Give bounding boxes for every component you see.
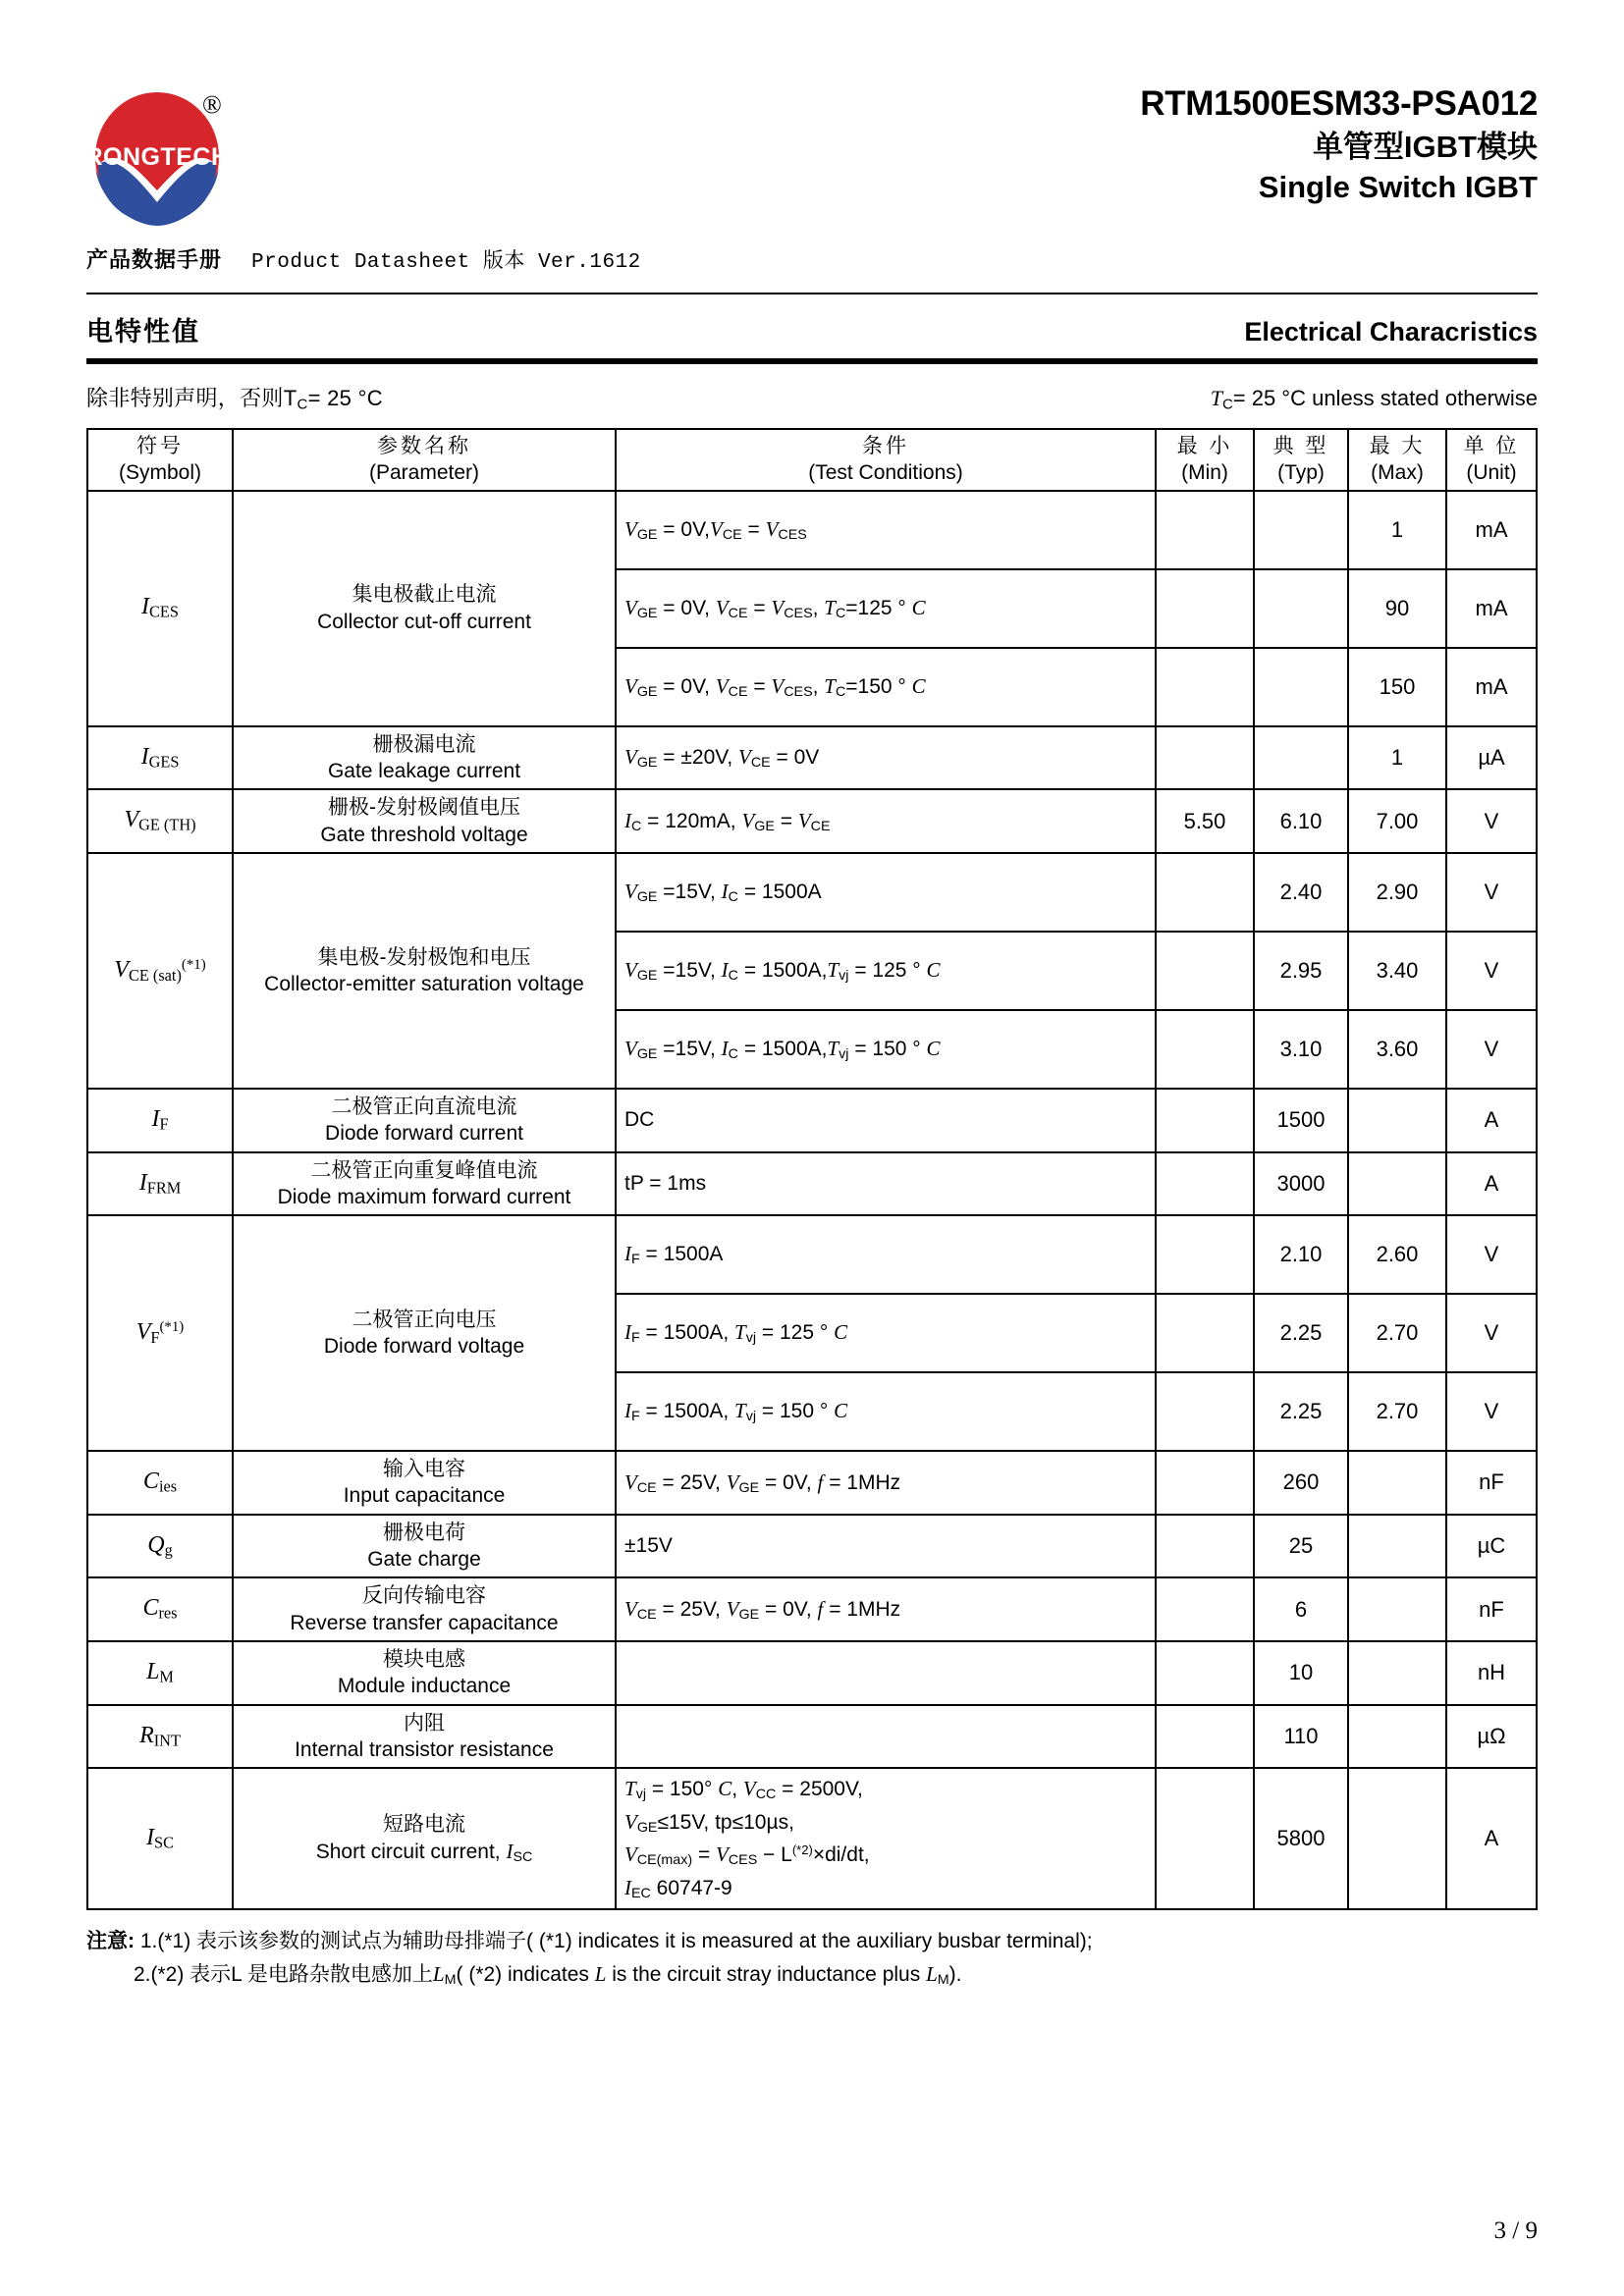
- cell-max: 3.60: [1348, 1010, 1446, 1089]
- cell-unit: A: [1446, 1768, 1537, 1909]
- cell-test-condition: $V_{GE} =15V$, $I_C = 1500A$: [616, 853, 1156, 932]
- cell-symbol: $R_{INT}$: [87, 1705, 233, 1769]
- cell-test-condition: [616, 1705, 1156, 1769]
- cell-min: [1156, 1089, 1254, 1152]
- cell-test-condition: $V_{GE} = 0V$, $V_{CE} = V_{CES}$, $T_C=150$ ° C: [616, 648, 1156, 726]
- model-number: RTM1500ESM33-PSA012: [1140, 84, 1538, 123]
- parameter-cn: 模块电感: [383, 1647, 465, 1671]
- section-title-cn: 电特性值: [86, 317, 200, 347]
- header-cell-symbol: [87, 429, 233, 491]
- cell-test-condition: $V_{GE} =15V$, $I_C = 1500A,T_{vj} = 150$ ° C: [616, 1010, 1156, 1089]
- cell-max: [1348, 1451, 1446, 1515]
- cell-symbol: $I_{FRM}$: [87, 1152, 233, 1216]
- parameter-cn: 输入电容: [383, 1458, 465, 1481]
- cell-max: 2.70: [1348, 1294, 1446, 1372]
- cell-unit: V: [1446, 1372, 1537, 1451]
- parameter-cn: 二极管正向直流电流: [331, 1095, 517, 1118]
- cell-symbol: $V_{CE (sat)}^{(*1)}$: [87, 853, 233, 1089]
- cell-min: [1156, 491, 1254, 569]
- parameter-en: Input capacitance: [343, 1484, 506, 1508]
- cell-test-condition: DC: [616, 1089, 1156, 1152]
- footnote-1-text: 1.(*1) 表示该参数的测试点为辅助母排端子( (*1) indicates it is measured at the auxiliary busbar terminal);: [139, 1930, 1093, 1953]
- table-header: [87, 429, 1537, 491]
- cell-test-condition: $V_{GE} =15V$, $I_C = 1500A,T_{vj} = 125$ ° C: [616, 932, 1156, 1010]
- parameter-cn: 内阻: [404, 1711, 445, 1735]
- cell-typ: 3000: [1254, 1152, 1348, 1216]
- cell-typ: 2.25: [1254, 1294, 1348, 1372]
- cell-unit: nH: [1446, 1641, 1537, 1705]
- cell-test-condition: $V_{CE} = 25V$, $V_{GE} = 0V$, f = 1MHz: [616, 1451, 1156, 1515]
- parameter-cn: 二极管正向电压: [352, 1308, 497, 1331]
- cell-typ: [1254, 491, 1348, 569]
- table-row: [87, 1768, 1537, 1909]
- parameter-cn: 栅极漏电流: [372, 732, 476, 756]
- cell-symbol: $C_{ies}$: [87, 1451, 233, 1515]
- cell-max: 1: [1348, 491, 1446, 569]
- cell-typ: 1500: [1254, 1089, 1348, 1152]
- header-min-cn: 最 小: [1176, 435, 1233, 458]
- parameter-cn: 栅极电荷: [383, 1521, 465, 1544]
- cell-min: [1156, 1768, 1254, 1909]
- cell-unit: nF: [1446, 1451, 1537, 1515]
- condition-line: $I_{EC}$ 60747-9: [624, 1875, 732, 1901]
- cell-unit: V: [1446, 1010, 1537, 1089]
- cell-typ: 25: [1254, 1515, 1348, 1578]
- cell-max: [1348, 1152, 1446, 1216]
- header-cell-max: [1348, 429, 1446, 491]
- cell-max: 150: [1348, 648, 1446, 726]
- header-cell-conditions: [616, 429, 1156, 491]
- cell-unit: V: [1446, 789, 1537, 853]
- cell-max: 7.00: [1348, 789, 1446, 853]
- cell-min: [1156, 1515, 1254, 1578]
- cell-max: 1: [1348, 726, 1446, 790]
- parameter-cn: 短路电流: [383, 1813, 465, 1837]
- header-max-en: (Max): [1371, 460, 1424, 484]
- table-row: [87, 789, 1537, 853]
- parameter-en: Diode forward voltage: [323, 1335, 525, 1359]
- cell-min: [1156, 1152, 1254, 1216]
- cell-typ: 2.95: [1254, 932, 1348, 1010]
- condition-line: $V_{CE(max)} = V_{CES} - L^{(*2)}\times di/dt$,: [624, 1842, 870, 1869]
- parameter-en: Gate charge: [367, 1548, 481, 1572]
- table-row: [87, 1215, 1537, 1294]
- table-row: [87, 1089, 1537, 1152]
- parameter-en: Collector cut-off current: [317, 610, 531, 633]
- cell-test-condition: $I_C = 120mA$, $V_{GE} = V_{CE}$: [616, 789, 1156, 853]
- cell-parameter: [233, 1768, 616, 1909]
- cell-unit: V: [1446, 1215, 1537, 1294]
- cell-typ: 260: [1254, 1451, 1348, 1515]
- cell-max: [1348, 1705, 1446, 1769]
- cell-typ: 5800: [1254, 1768, 1348, 1909]
- cell-parameter: [233, 1215, 616, 1451]
- cell-max: [1348, 1641, 1446, 1705]
- parameter-cn: 集电极-发射极饱和电压: [317, 945, 531, 969]
- table-row: [87, 1705, 1537, 1769]
- footnote-label: 注意:: [86, 1930, 135, 1953]
- cell-unit: V: [1446, 853, 1537, 932]
- cell-max: 2.70: [1348, 1372, 1446, 1451]
- cell-min: [1156, 853, 1254, 932]
- product-title-cn: 单管型IGBT模块: [1312, 129, 1538, 164]
- cell-typ: 6.10: [1254, 789, 1348, 853]
- cell-min: [1156, 1372, 1254, 1451]
- cell-min: [1156, 1215, 1254, 1294]
- cell-typ: 2.25: [1254, 1372, 1348, 1451]
- cell-max: [1348, 1089, 1446, 1152]
- cell-test-condition: $V_{GE} = \pm 20V$, $V_{CE} = 0V$: [616, 726, 1156, 790]
- cell-min: [1156, 1010, 1254, 1089]
- cell-unit: µA: [1446, 726, 1537, 790]
- parameter-en: Reverse transfer capacitance: [290, 1611, 559, 1634]
- cell-parameter: [233, 853, 616, 1089]
- cell-max: 2.60: [1348, 1215, 1446, 1294]
- cell-test-condition: [616, 1768, 1156, 1909]
- document-label-en: Product Datasheet 版本 Ver.1612: [251, 251, 641, 274]
- test-condition-note: [86, 364, 1538, 428]
- cell-parameter: [233, 1152, 616, 1216]
- cell-min: [1156, 1451, 1254, 1515]
- header-conditions-en: (Test Conditions): [808, 460, 963, 484]
- table-row: [87, 1641, 1537, 1705]
- cell-max: [1348, 1577, 1446, 1641]
- cell-unit: mA: [1446, 491, 1537, 569]
- cell-parameter: [233, 1705, 616, 1769]
- cell-unit: V: [1446, 1294, 1537, 1372]
- cell-min: [1156, 932, 1254, 1010]
- condition-note-en: $T_C= 25$ °C unless stated otherwise: [1210, 386, 1538, 413]
- company-logo: [86, 86, 253, 234]
- footnotes: [86, 1910, 1538, 1991]
- cell-max: 90: [1348, 569, 1446, 648]
- page-number: 3 / 9: [1493, 2217, 1538, 2244]
- cell-min: [1156, 726, 1254, 790]
- cell-typ: 6: [1254, 1577, 1348, 1641]
- cell-symbol: $I_{SC}$: [87, 1768, 233, 1909]
- cell-test-condition: ±15V: [616, 1515, 1156, 1578]
- cell-max: 2.90: [1348, 853, 1446, 932]
- cell-test-condition: tP = 1ms: [616, 1152, 1156, 1216]
- cell-unit: mA: [1446, 569, 1537, 648]
- cell-parameter: [233, 491, 616, 726]
- cell-test-condition: [616, 1641, 1156, 1705]
- cell-parameter: [233, 789, 616, 853]
- document-line: [86, 224, 1538, 289]
- parameter-en: Short circuit current, $I_{SC}$: [315, 1839, 533, 1865]
- parameter-en: Gate threshold voltage: [320, 823, 528, 846]
- electrical-characteristics-table: [86, 428, 1538, 1910]
- cell-unit: A: [1446, 1152, 1537, 1216]
- header-titles: [1140, 82, 1538, 207]
- cell-symbol: $Q_g$: [87, 1515, 233, 1578]
- header-unit-cn: 单 位: [1463, 435, 1520, 458]
- cell-test-condition: $V_{GE} = 0V,V_{CE} = V_{CES}$: [616, 491, 1156, 569]
- footnote-2: [86, 1958, 1538, 1992]
- header-row: [87, 429, 1537, 491]
- parameter-en: Collector-emitter saturation voltage: [264, 972, 584, 995]
- cell-typ: [1254, 648, 1348, 726]
- cell-symbol: $C_{res}$: [87, 1577, 233, 1641]
- header-typ-cn: 典 型: [1272, 435, 1329, 458]
- cell-parameter: [233, 1515, 616, 1578]
- cell-symbol: $I_{GES}$: [87, 726, 233, 790]
- cell-test-condition: $V_{GE} = 0V$, $V_{CE} = V_{CES}$, $T_C=125$ ° C: [616, 569, 1156, 648]
- header-conditions-cn: 条件: [862, 435, 909, 458]
- cell-min: [1156, 648, 1254, 726]
- cell-max: [1348, 1768, 1446, 1909]
- cell-typ: [1254, 569, 1348, 648]
- cell-unit: A: [1446, 1089, 1537, 1152]
- cell-symbol: $I_F$: [87, 1089, 233, 1152]
- header-symbol-cn: 符号: [136, 435, 184, 458]
- table-row: [87, 491, 1537, 569]
- header-min-en: (Min): [1181, 460, 1228, 484]
- header-cell-parameter: [233, 429, 616, 491]
- condition-note-cn: 除非特别声明，否则$T_C= 25$ °C: [86, 386, 383, 413]
- cell-typ: 2.40: [1254, 853, 1348, 932]
- cell-min: [1156, 569, 1254, 648]
- parameter-en: Internal transistor resistance: [295, 1737, 554, 1761]
- header-max-cn: 最 大: [1369, 435, 1426, 458]
- header-cell-unit: [1446, 429, 1537, 491]
- header-unit-en: (Unit): [1466, 460, 1517, 484]
- cell-max: [1348, 1515, 1446, 1578]
- header-symbol-en: (Symbol): [118, 460, 201, 484]
- document-label-cn: 产品数据手册: [86, 247, 223, 272]
- table-row: [87, 1152, 1537, 1216]
- header-parameter-cn: 参数名称: [377, 435, 471, 458]
- table-row: [87, 1515, 1537, 1578]
- header-cell-min: [1156, 429, 1254, 491]
- parameter-en: Diode maximum forward current: [277, 1185, 571, 1208]
- table-row: [87, 1577, 1537, 1641]
- parameter-cn: 栅极-发射极阈值电压: [328, 796, 520, 820]
- parameter-en: Gate leakage current: [327, 760, 521, 783]
- parameter-cn: 集电极截止电流: [352, 583, 497, 607]
- cell-parameter: [233, 726, 616, 790]
- cell-parameter: [233, 1577, 616, 1641]
- cell-unit: nF: [1446, 1577, 1537, 1641]
- cell-test-condition: $I_F = 1500A$, $T_{vj} = 125$ ° C: [616, 1294, 1156, 1372]
- parameter-cn: 二极管正向重复峰值电流: [310, 1158, 538, 1182]
- cell-max: 3.40: [1348, 932, 1446, 1010]
- cell-unit: V: [1446, 932, 1537, 1010]
- cell-typ: 3.10: [1254, 1010, 1348, 1089]
- cell-min: [1156, 1294, 1254, 1372]
- table-body: [87, 491, 1537, 1910]
- table-row: [87, 853, 1537, 932]
- section-title-en: Electrical Characristics: [1244, 317, 1538, 347]
- cell-test-condition: $I_F = 1500A$: [616, 1215, 1156, 1294]
- cell-parameter: [233, 1089, 616, 1152]
- cell-symbol: $V_{GE (TH)}$: [87, 789, 233, 853]
- parameter-en: Module inductance: [337, 1675, 512, 1698]
- cell-unit: µΩ: [1446, 1705, 1537, 1769]
- condition-line: $V_{GE}\le 15V$, tp≤10µs,: [624, 1809, 794, 1836]
- cell-symbol: $V_F^{(*1)}$: [87, 1215, 233, 1451]
- footnote-1: [86, 1926, 1538, 1958]
- product-title-en: Single Switch IGBT: [1258, 169, 1538, 204]
- page-header: [86, 0, 1538, 224]
- cell-min: [1156, 1705, 1254, 1769]
- header-parameter-en: (Parameter): [368, 460, 480, 484]
- parameter-cn: 反向传输电容: [362, 1584, 486, 1608]
- cell-parameter: [233, 1451, 616, 1515]
- cell-test-condition: $V_{CE} = 25V$, $V_{GE} = 0V$, f = 1MHz: [616, 1577, 1156, 1641]
- svg-text:RONGTECH: RONGTECH: [86, 143, 230, 171]
- header-typ-en: (Typ): [1277, 460, 1325, 484]
- cell-min: 5.50: [1156, 789, 1254, 853]
- cell-symbol: $L_M$: [87, 1641, 233, 1705]
- cell-typ: 110: [1254, 1705, 1348, 1769]
- footnote-2-text: 2.(*2) 表示L 是电路杂散电感加上$L_M$( (*2) indicates L is the circuit stray inductance plus $L_M$).: [134, 1961, 962, 1988]
- cell-parameter: [233, 1641, 616, 1705]
- table-row: [87, 726, 1537, 790]
- cell-unit: mA: [1446, 648, 1537, 726]
- cell-typ: 2.10: [1254, 1215, 1348, 1294]
- cell-typ: 10: [1254, 1641, 1348, 1705]
- rongtech-logo-icon: [86, 86, 253, 234]
- registered-trademark-icon: ®: [202, 90, 222, 119]
- cell-min: [1156, 1641, 1254, 1705]
- table-row: [87, 1451, 1537, 1515]
- condition-line: $T_{vj} = 150^\circ$ C, $V_{CC} = 2500V$,: [624, 1777, 863, 1803]
- header-cell-typ: [1254, 429, 1348, 491]
- section-title-row: [86, 294, 1538, 358]
- parameter-en: Diode forward current: [325, 1122, 523, 1146]
- cell-unit: µC: [1446, 1515, 1537, 1578]
- cell-typ: [1254, 726, 1348, 790]
- cell-test-condition: $I_F = 1500A$, $T_{vj} = 150$ ° C: [616, 1372, 1156, 1451]
- cell-min: [1156, 1577, 1254, 1641]
- cell-symbol: $I_{CES}$: [87, 491, 233, 726]
